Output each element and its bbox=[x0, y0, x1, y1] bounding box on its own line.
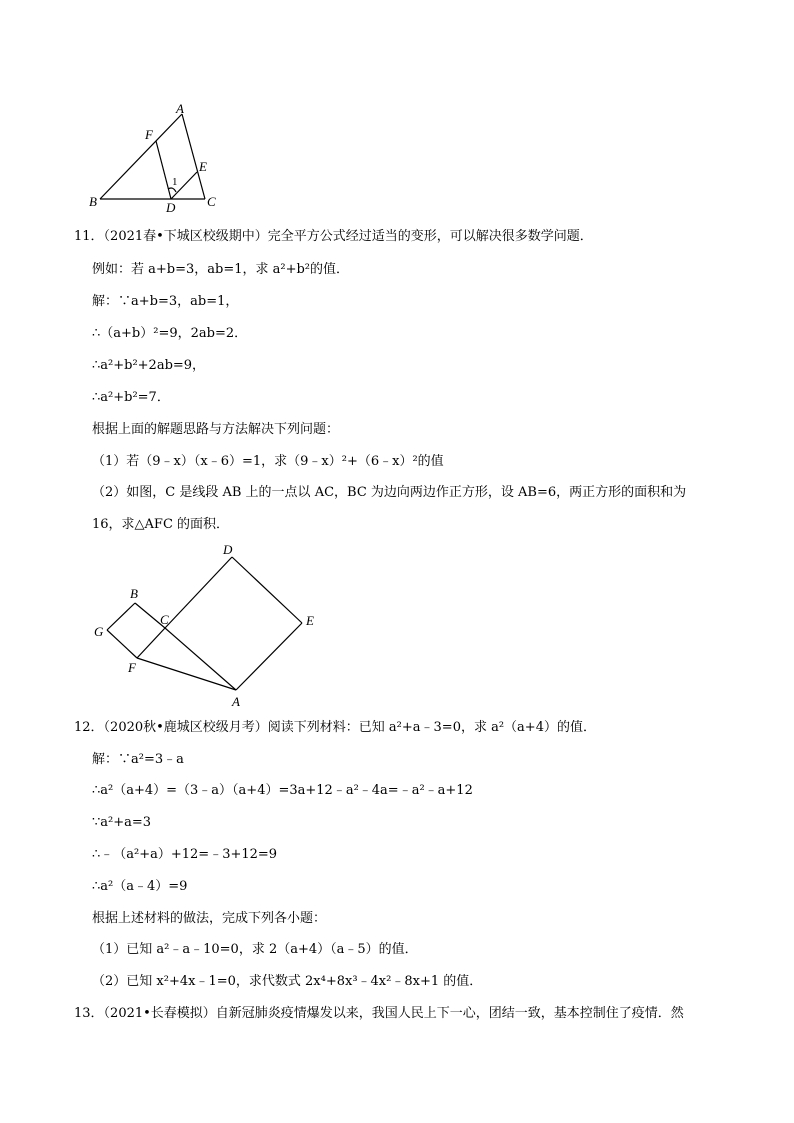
label-e: E bbox=[199, 159, 207, 174]
label-a: A bbox=[232, 694, 240, 709]
q12-solution-2: ∴a²（a+4）=（3﹣a）（a+4）=3a+12﹣a²﹣4a=﹣a²﹣a+12 bbox=[92, 783, 473, 798]
label-c: C bbox=[207, 194, 216, 209]
q12-header: 12．（2020秋•鹿城区校级月考）阅读下列材料：已知 a²+a﹣3=0，求 a²（a+4）的值． bbox=[74, 720, 596, 735]
label-b: B bbox=[89, 194, 97, 209]
q11-header: 11．（2021春•下城区校级期中）完全平方公式经过适当的变形，可以解决很多数学问题． bbox=[74, 229, 593, 244]
q12-solution-5: ∴a²（a﹣4）=9 bbox=[92, 879, 188, 894]
side-ac bbox=[182, 114, 205, 199]
edge-gf bbox=[107, 630, 137, 658]
q12-solution-3: ∵a²+a=3 bbox=[92, 815, 152, 830]
q11-part2-line1: （2）如图，C 是线段 AB 上的一点以 AC，BC 为边向两边作正方形，设 AB=6，两正方形的面积和为 bbox=[92, 485, 687, 500]
edge-gb bbox=[107, 603, 135, 630]
edge-de bbox=[232, 557, 302, 623]
label-e: E bbox=[306, 613, 314, 628]
triangle-figure bbox=[80, 95, 230, 215]
q11-solution-2: ∴（a+b）²=9，2ab=2． bbox=[92, 326, 248, 341]
label-f: F bbox=[145, 127, 153, 142]
edge-fa bbox=[137, 658, 236, 690]
q11-part1: （1）若（9﹣x）（x﹣6）=1，求（9﹣x）²+（6﹣x）²的值 bbox=[92, 454, 444, 469]
q12-part2: （2）已知 x²+4x﹣1=0，求代数式 2x⁴+8x³﹣4x²﹣8x+1 的值． bbox=[92, 974, 483, 989]
squares-figure bbox=[88, 538, 328, 710]
label-b: B bbox=[130, 586, 138, 601]
label-d: D bbox=[223, 542, 233, 557]
edge-fc bbox=[137, 628, 165, 658]
q12-part1: （1）已知 a²﹣a﹣10=0，求 2（a+4）（a﹣5）的值． bbox=[92, 942, 418, 957]
segment-fd bbox=[156, 141, 171, 199]
edge-cd bbox=[165, 557, 232, 628]
q12-instruction: 根据上述材料的做法，完成下列各小题： bbox=[92, 911, 327, 926]
q11-part2-line2: 16，求△AFC 的面积． bbox=[92, 517, 230, 532]
label-d: D bbox=[166, 200, 176, 215]
q12-solution-1: 解：∵a²=3﹣a bbox=[92, 752, 184, 767]
edge-ca bbox=[165, 628, 236, 690]
q11-solution-1: 解：∵a+b=3，ab=1， bbox=[92, 294, 239, 309]
label-c: C bbox=[160, 612, 169, 627]
q13-header: 13．（2021•长春模拟）自新冠肺炎疫情爆发以来，我国人民上下一心，团结一致，基本控制住了疫情．然 bbox=[74, 1006, 684, 1021]
q11-solution-4: ∴a²+b²=7． bbox=[92, 390, 170, 405]
q11-example: 例如：若 a+b=3，ab=1，求 a²+b²的值． bbox=[92, 262, 350, 277]
label-a: A bbox=[176, 101, 184, 116]
label-f: F bbox=[128, 660, 136, 675]
side-ba bbox=[100, 114, 182, 199]
q12-solution-4: ∴﹣（a²+a）+12=﹣3+12=9 bbox=[92, 847, 278, 862]
q11-instruction: 根据上面的解题思路与方法解决下列问题： bbox=[92, 422, 340, 437]
q11-solution-3: ∴a²+b²+2ab=9， bbox=[92, 358, 206, 373]
edge-ea bbox=[236, 623, 302, 690]
label-angle-1: 1 bbox=[172, 176, 178, 188]
label-g: G bbox=[94, 624, 104, 639]
